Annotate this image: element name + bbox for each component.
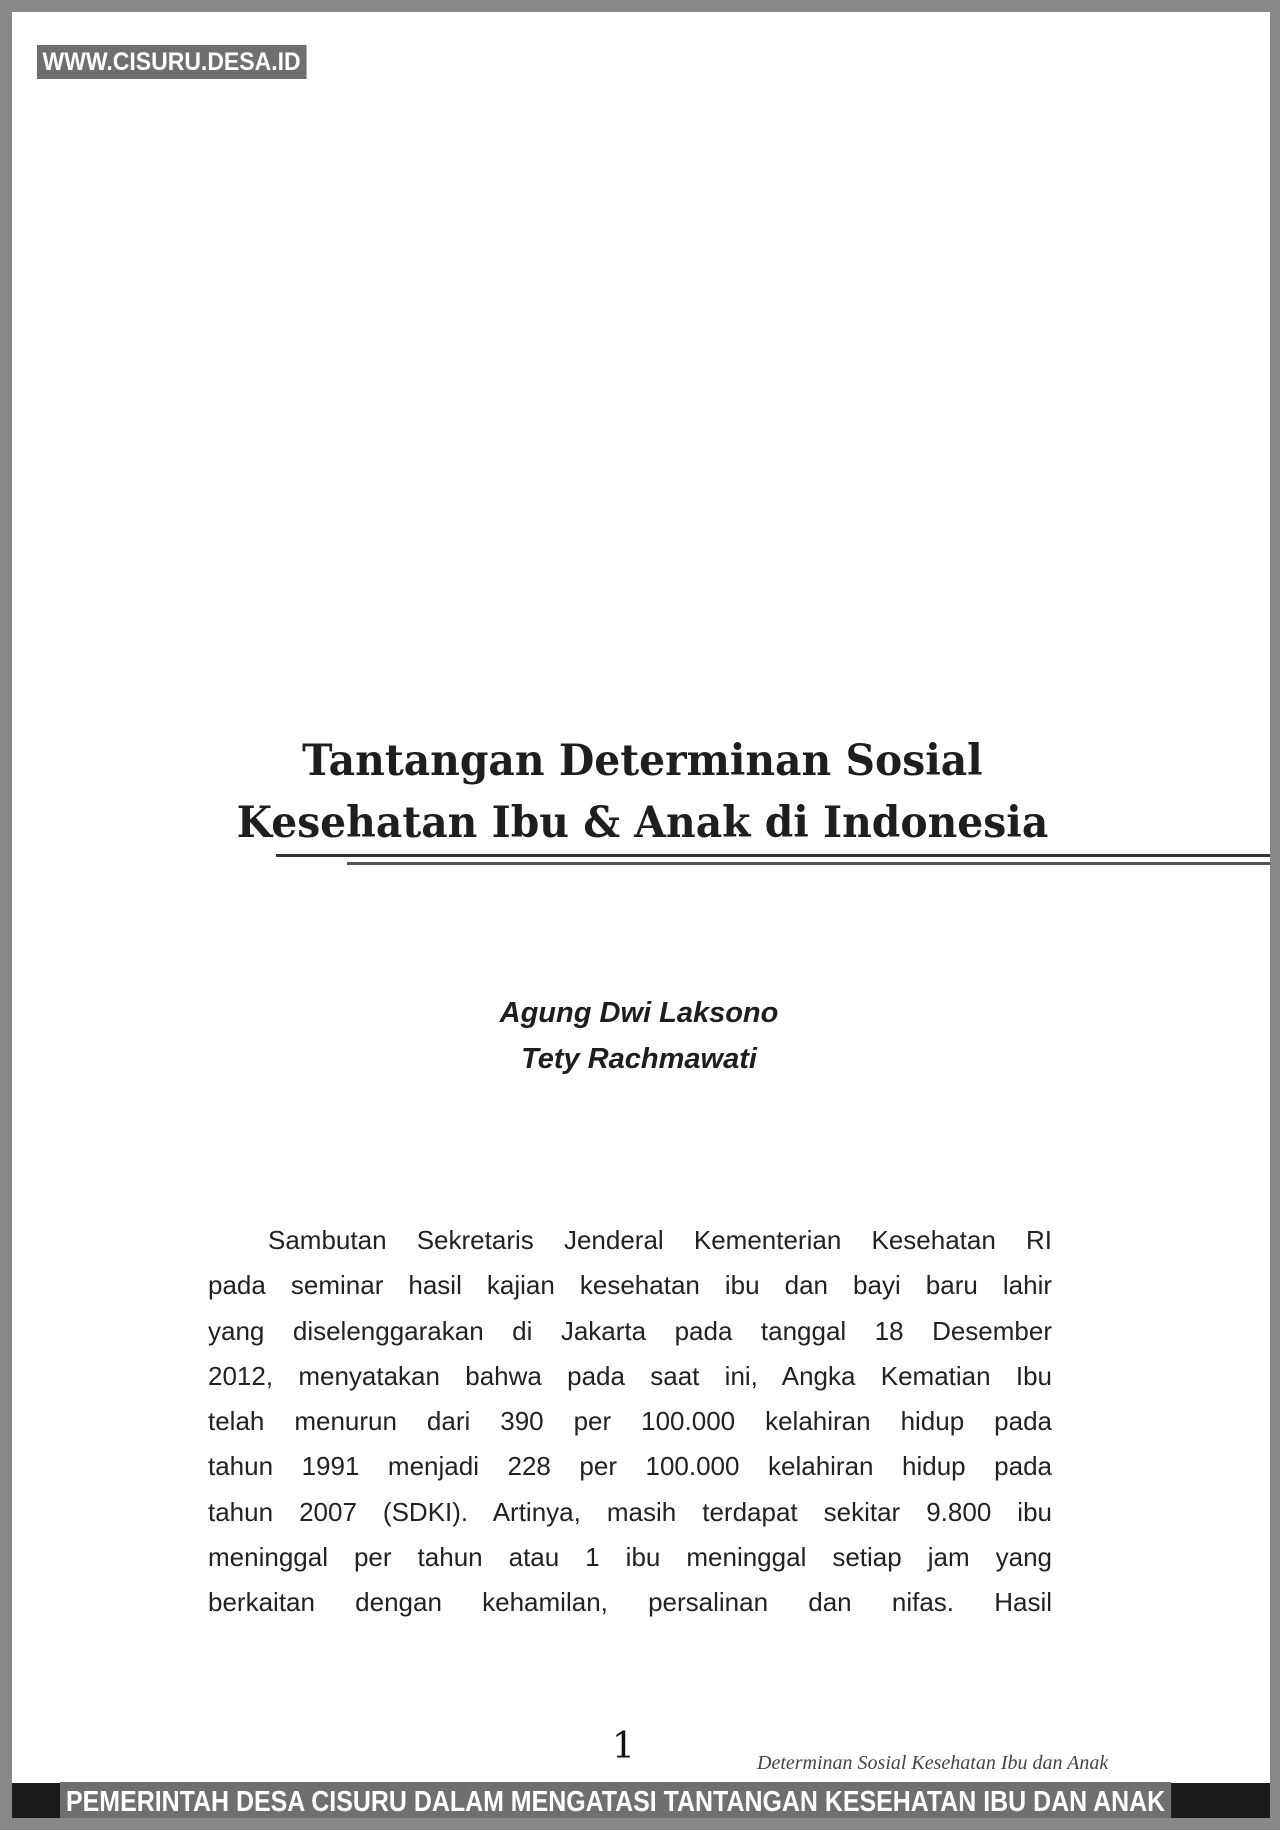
title-rule-bottom <box>347 862 1270 865</box>
body-line: telah menurun dari 390 per 100.000 kelahiran hidup pada <box>208 1406 1052 1437</box>
document-title <box>45 730 1240 854</box>
body-line: tahun 1991 menjadi 228 per 100.000 kelahiran hidup pada <box>208 1451 1052 1482</box>
document-page <box>12 12 1270 1818</box>
body-line: meninggal per tahun atau 1 ibu meninggal setiap jam yang <box>208 1542 1052 1573</box>
body-line: yang diselenggarakan di Jakarta pada tanggal 18 Desember <box>208 1315 1052 1346</box>
body-line: berkaitan dengan kehamilan, persalinan dan nifas. Hasil <box>208 1587 1052 1618</box>
title-rule-top <box>276 854 1270 857</box>
author-list <box>12 990 1268 1082</box>
body-line: 2012, menyatakan bahwa pada saat ini, Angka Kematian Ibu <box>208 1360 1052 1391</box>
site-watermark: WWW.CISURU.DESA.ID <box>37 45 306 79</box>
author-name: Tety Rachmawati <box>521 1043 757 1075</box>
page-number: 1 <box>612 1726 635 1767</box>
running-header: Determinan Sosial Kesehatan Ibu dan Anak <box>757 1752 1109 1774</box>
title-line: Tantangan Determinan Sosial <box>302 736 983 786</box>
title-line: Kesehatan Ibu & Anak di Indonesia <box>236 798 1049 848</box>
body-line: Sambutan Sekretaris Jenderal Kementerian Kesehatan RI <box>268 1225 1052 1255</box>
body-line: tahun 2007 (SDKI). Artinya, masih terdapat sekitar 9.800 ibu <box>208 1496 1052 1527</box>
body-line: pada seminar hasil kajian kesehatan ibu dan bayi baru lahir <box>208 1270 1052 1301</box>
author-name: Agung Dwi Laksono <box>499 997 779 1029</box>
body-paragraph <box>208 1218 1052 1626</box>
image-caption: PEMERINTAH DESA CISURU DALAM MENGATASI TANTANGAN KESEHATAN IBU DAN ANAK <box>60 1782 1171 1818</box>
